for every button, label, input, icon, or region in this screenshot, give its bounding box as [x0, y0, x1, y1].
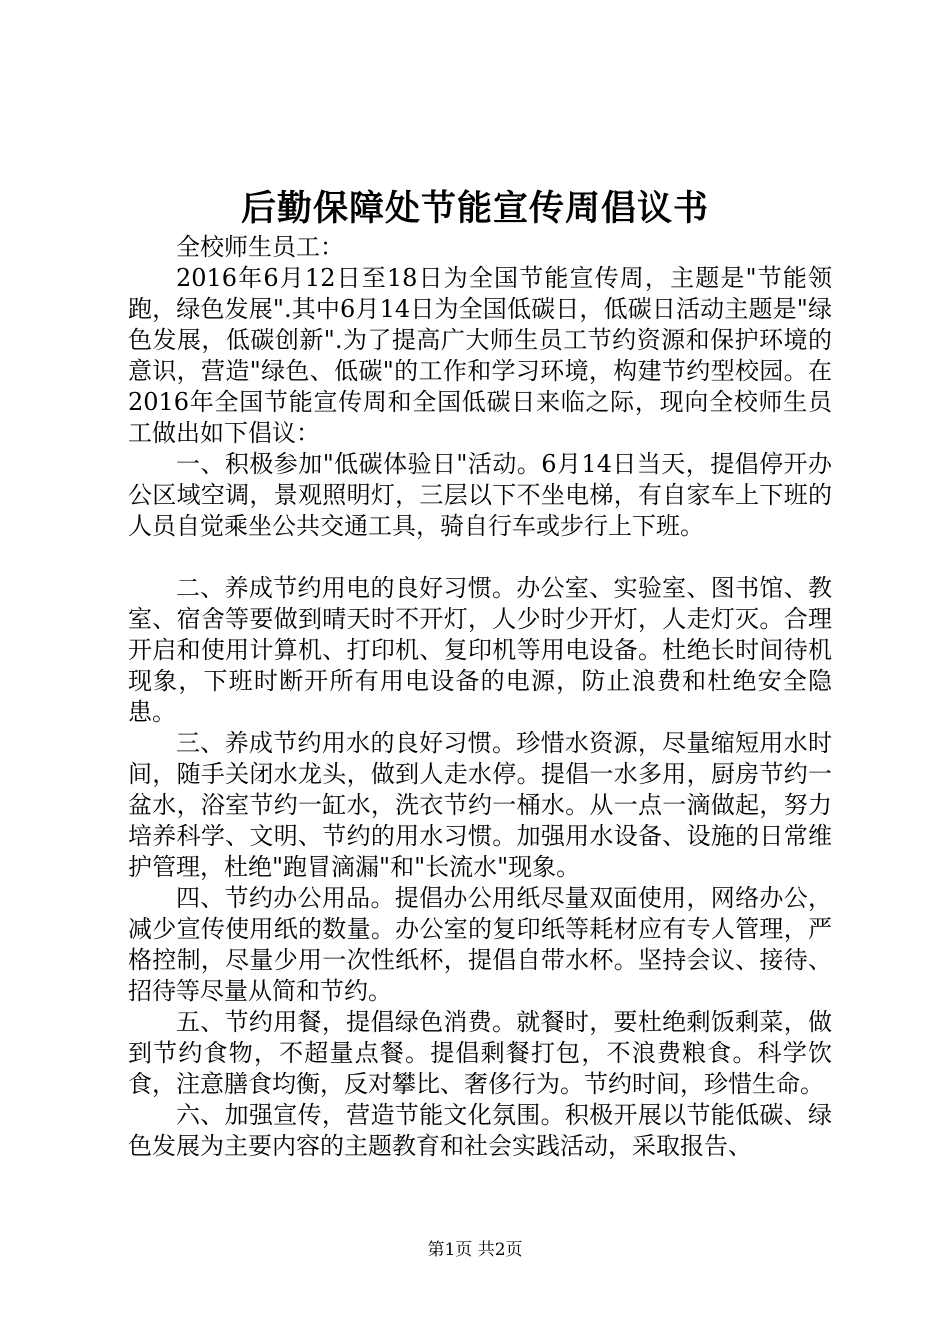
page-number-footer: 第1页 共2页 [427, 1240, 523, 1260]
paragraph-item-3: 三、养成节约用水的良好习惯。珍惜水资源，尽量缩短用水时间，随手关闭水龙头，做到人走水停。提倡一水多用，厨房节约一盆水，浴室节约一缸水，洗衣节约一桶水。从一点一滴做起，努力培养科学、文明、节约的用水习惯。加强用水设备、设施的日常维护管理，杜绝"跑冒滴漏"和"长流水"现象。 [128, 729, 832, 881]
paragraph-item-2: 二、养成节约用电的良好习惯。办公室、实验室、图书馆、教室、宿舍等要做到晴天时不开灯，人少时少开灯，人走灯灭。合理开启和使用计算机、打印机、复印机等用电设备。杜绝长时间待机现象，下班时断开所有用电设备的电源，防止浪费和杜绝安全隐患。 [128, 574, 832, 726]
salutation: 全校师生员工： [176, 233, 344, 261]
paragraph-intro: 2016年6月12日至18日为全国节能宣传周，主题是"节能领跑，绿色发展".其中6月14日为全国低碳日，低碳日活动主题是"绿色发展，低碳创新".为了提高广大师生员工节约资源和保护环境的意识，营造"绿色、低碳"的工作和学习环境，构建节约型校园。在2016年全国节能宣传周和全国低碳日来临之际，现向全校师生员工做出如下倡议： [128, 264, 832, 447]
document-title: 后勤保障处节能宣传周倡议书 [240, 188, 709, 229]
document-body [128, 232, 832, 1162]
paragraph-item-4: 四、节约办公用品。提倡办公用纸尽量双面使用，网络办公，减少宣传使用纸的数量。办公室的复印纸等耗材应有专人管理，严格控制，尽量少用一次性纸杯，提倡自带水杯。坚持会议、接待、招待等尽量从简和节约。 [128, 884, 832, 1005]
paragraph-item-5: 五、节约用餐，提倡绿色消费。就餐时，要杜绝剩饭剩菜，做到节约食物，不超量点餐。提倡剩餐打包，不浪费粮食。科学饮食，注意膳食均衡，反对攀比、奢侈行为。节约时间，珍惜生命。 [128, 1008, 832, 1098]
paragraph-item-6: 六、加强宣传，营造节能文化氛围。积极开展以节能低碳、绿色发展为主要内容的主题教育和社会实践活动，采取报告、 [128, 1101, 832, 1160]
paragraph-item-1: 一、积极参加"低碳体验日"活动。6月14日当天，提倡停开办公区域空调，景观照明灯，三层以下不坐电梯，有自家车上下班的人员自觉乘坐公共交通工具，骑自行车或步行上下班。 [128, 450, 832, 540]
